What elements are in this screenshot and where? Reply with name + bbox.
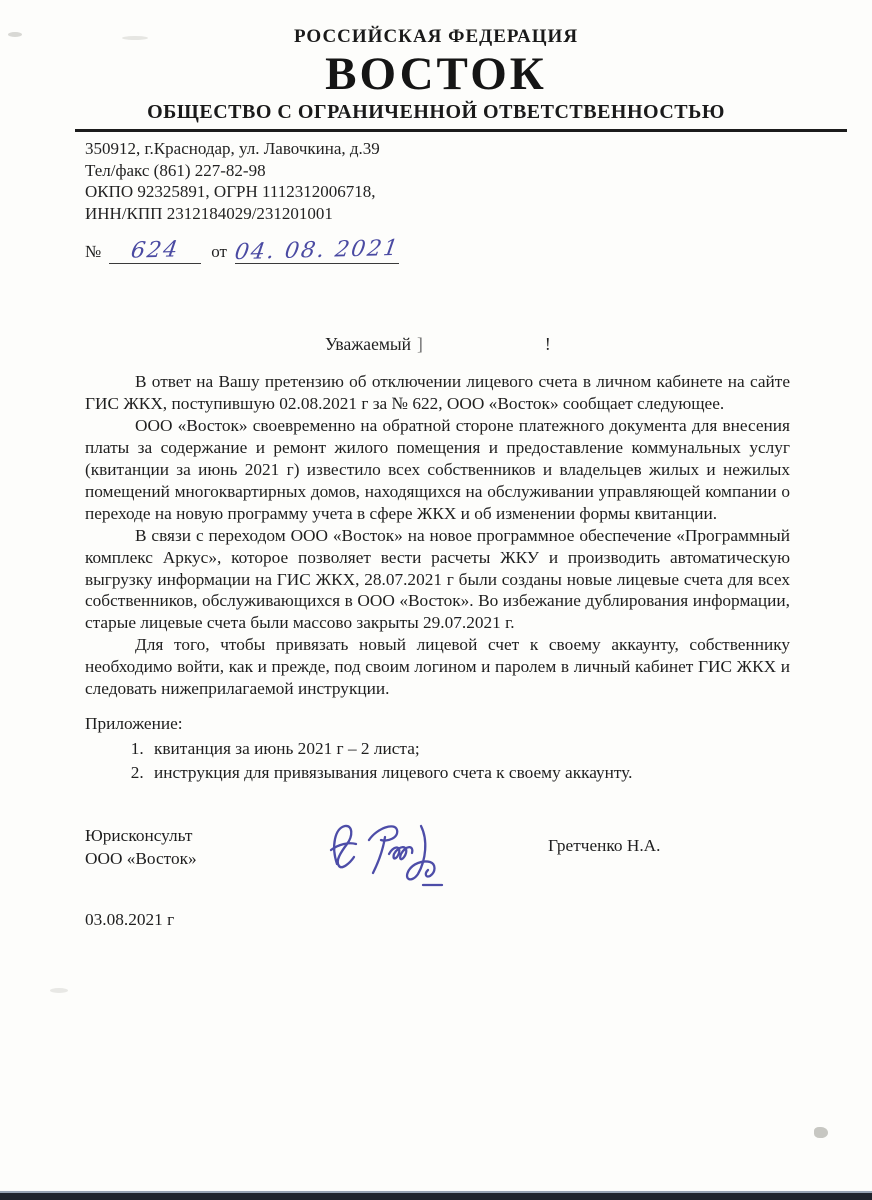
requisite-inn-kpp: ИНН/КПП 2312184029/231201001	[85, 203, 333, 223]
ref-date-field	[232, 236, 402, 266]
signer-position: Юрисконсульт	[85, 825, 193, 845]
scan-artifact	[814, 1127, 828, 1138]
reference-line	[85, 236, 872, 270]
paragraph-4: Для того, чтобы привязать новый лицевой счет к своему аккаунту, собственнику необходимо войти, как и прежде, под своим логином и паролем в личный кабинет ГИС ЖКХ и следовать нижеприлагаемой инструкции.	[85, 635, 790, 699]
organization-requisites	[85, 138, 872, 224]
handwritten-ref-number: 624	[129, 237, 182, 264]
salutation-text: Уважаемый	[325, 334, 412, 355]
signer-name: Гретченко Н.А.	[548, 835, 661, 855]
letterhead	[0, 0, 872, 124]
handwritten-signature-icon	[323, 816, 473, 891]
ref-number-field	[109, 237, 201, 264]
paragraph-2: ООО «Восток» своевременно на обратной стороне платежного документа для внесения платы за содержание и ремонт жилого помещения и предоставление коммунальных услуг (квитанции за июнь 2021 г) известило всех собственников и владельцев жилых и нежилых помещений многоквартирных домов, находящихся на обслуживании управляющей компании о переходе на новую программу учета в сфере ЖКХ и об изменении формы квитанции.	[85, 416, 790, 523]
paragraph-1: В ответ на Вашу претензию об отключении лицевого счета в личном кабинете на сайте ГИС ЖКХ, поступившую 02.08.2021 г за № 622, ООО «Восток» сообщает следующее.	[85, 372, 790, 414]
redaction-mark: ]	[417, 334, 423, 355]
organization-name: ВОСТОК	[325, 48, 547, 100]
signer-position-block	[85, 824, 197, 870]
salutation-line	[325, 334, 872, 355]
handwritten-ref-date: 04. 08. 2021	[232, 236, 402, 266]
requisite-phone: Тел/факс (861) 227-82-98	[85, 160, 266, 180]
scan-artifact	[8, 32, 22, 37]
country-title: РОССИЙСКАЯ ФЕДЕРАЦИЯ	[293, 26, 579, 47]
attachments-title: Приложение:	[85, 713, 183, 733]
scan-edge-band	[0, 1191, 872, 1200]
attachments-list	[85, 738, 790, 784]
requisite-address: 350912, г.Краснодар, ул. Лавочкина, д.39	[85, 139, 380, 159]
requisite-okpo-ogrn: ОКПО 92325891, ОГРН 1112312006718,	[85, 182, 376, 202]
signer-org: ООО «Восток»	[85, 848, 197, 868]
document-date: 03.08.2021 г	[85, 909, 175, 929]
signature-block	[85, 824, 790, 886]
attachments-section	[85, 713, 790, 784]
scan-artifact	[122, 36, 148, 40]
organization-type: ОБЩЕСТВО С ОГРАНИЧЕННОЙ ОТВЕТСТВЕННОСТЬЮ	[147, 101, 725, 124]
ref-number-label: №	[85, 242, 102, 262]
letterhead-rule	[75, 129, 847, 132]
ref-date-label: от	[211, 242, 227, 262]
letter-body	[85, 371, 790, 700]
paragraph-3: В связи с переходом ООО «Восток» на новое программное обеспечение «Программный комплекс Аркус», которое позволяет вести расчеты ЖКУ и производить автоматическую выгрузку информации на ГИС ЖКХ, 28.07.2021 г были созданы новые лицевые счета для всех собственников, обслуживающихся в ООО «Восток». Во избежание дублирования информации, старые лицевые счета были массово закрыты 29.07.2021 г.	[85, 525, 790, 633]
scan-artifact	[50, 988, 68, 993]
attachment-item: 2. инструкция для привязывания лицевого счета к своему аккаунту.	[148, 762, 790, 784]
attachment-item: 1. квитанция за июнь 2021 г – 2 листа;	[148, 738, 790, 760]
salutation-punct: !	[544, 334, 551, 355]
